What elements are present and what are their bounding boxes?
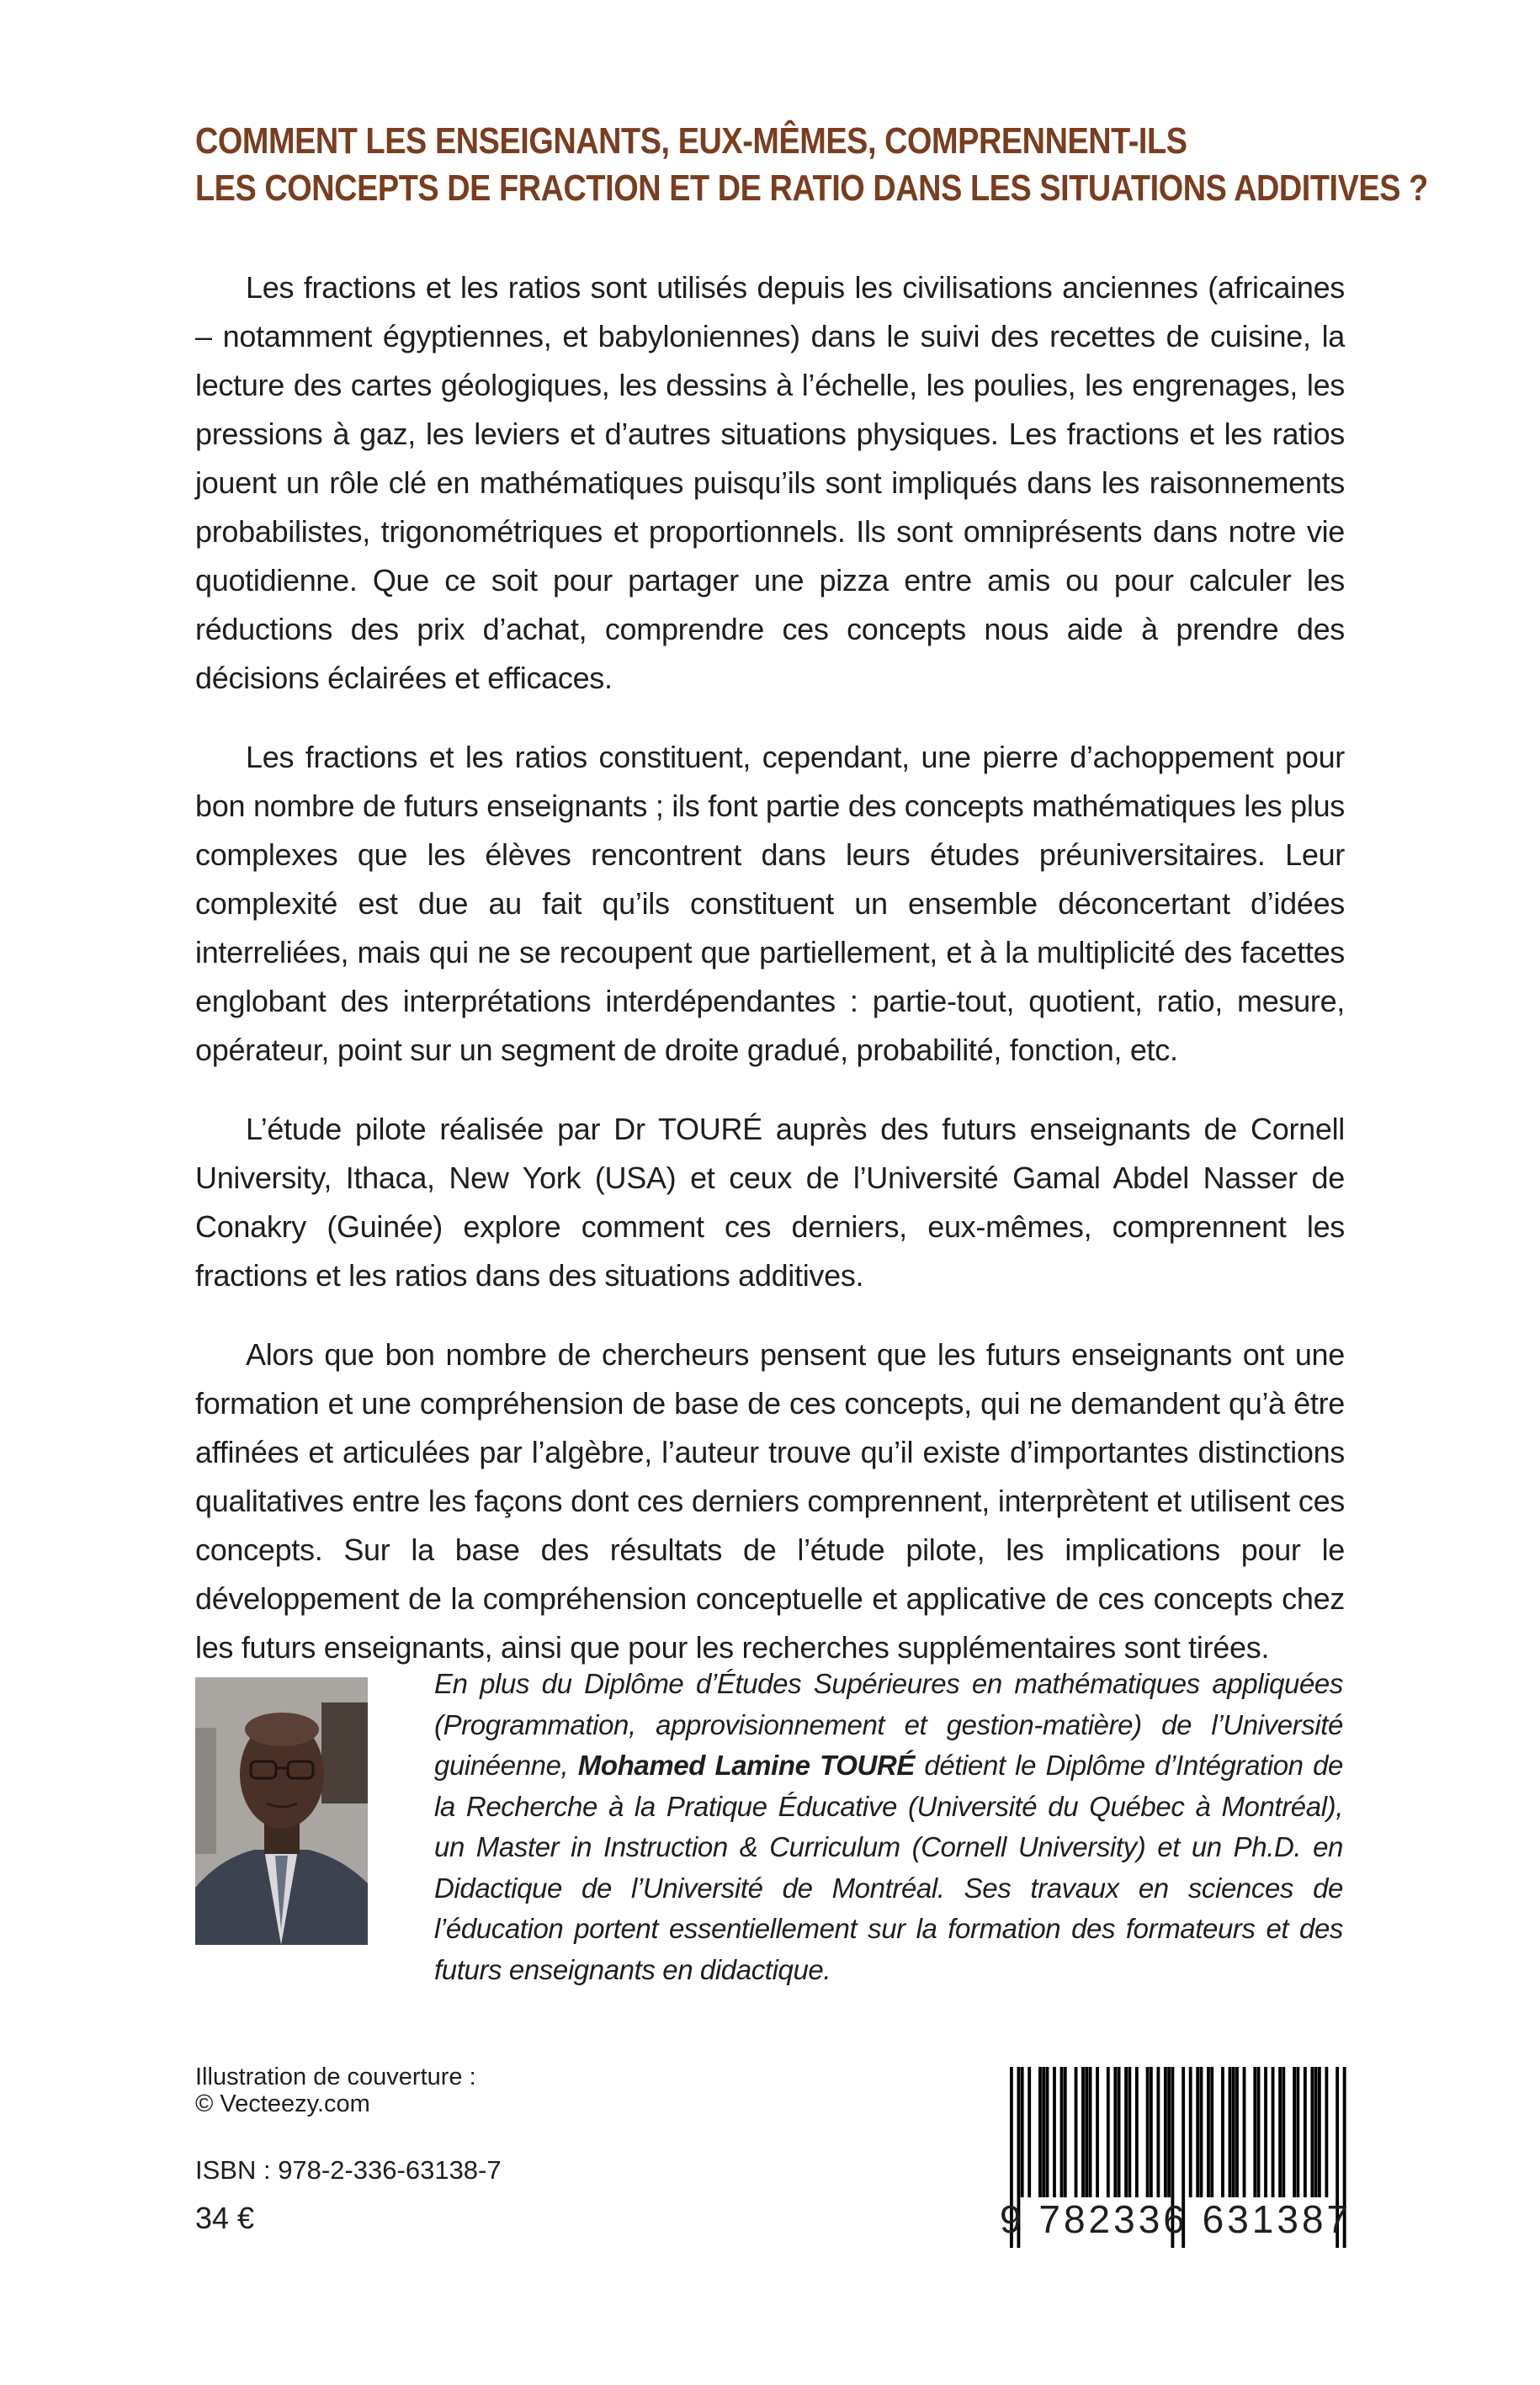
barcode-bar <box>1200 2067 1203 2197</box>
barcode-bar <box>1229 2067 1232 2197</box>
author-photo <box>195 1677 368 1945</box>
blurb-paragraph-3: L’étude pilote réalisée par Dr TOURÉ auprès des futurs enseignants de Cornell University, Ithaca, New York (USA) et ceux de l’Université Gamal Abdel Nasser de Conakry (Guinée) explore comment ces derniers, eux-mêmes, comprennent les fractions et les ratios dans des situations additives. <box>195 1112 1345 1293</box>
barcode-bar <box>1189 2067 1192 2197</box>
barcode-digits: 9 782336 631387 <box>1000 2197 1352 2241</box>
barcode-bar <box>1021 2067 1024 2197</box>
heading-line-2: LES CONCEPTS DE FRACTION ET DE RATIO DANS LES SITUATIONS ADDITIVES ? <box>195 167 1428 209</box>
barcode-bar <box>1264 2067 1267 2197</box>
barcode-bar <box>1146 2067 1150 2197</box>
barcode-bar <box>1167 2067 1171 2197</box>
barcode-bar <box>1060 2067 1064 2197</box>
cover-credits <box>195 2064 616 2117</box>
barcode-bar <box>1278 2067 1282 2197</box>
author-bio <box>434 1664 1343 1990</box>
barcode-bar <box>1282 2067 1285 2197</box>
barcode-bar <box>1232 2067 1235 2197</box>
author-bio-details: détient le Diplôme d’Intégration de la Recherche à la Pratique Éducative (Université du Québec à Montréal), un Master in Instruction & Curriculum (Cornell University) et un Ph.D. en Didactique de l’Université de Montréal. Ses travaux en sciences de l’éducation portent essentiellement sur la formation des formateurs et des futurs enseignants en didactique. <box>434 1750 1344 1985</box>
barcode-bar <box>1150 2067 1153 2197</box>
barcode-bar <box>1272 2067 1275 2197</box>
barcode-bar <box>1038 2067 1042 2197</box>
barcode-bar <box>1164 2067 1167 2197</box>
barcode-bar <box>1314 2067 1318 2197</box>
barcode-bar <box>1325 2067 1328 2197</box>
barcode-bar <box>1296 2067 1299 2197</box>
blurb-paragraph-4: Alors que bon nombre de chercheurs pensent que les futurs enseignants ont une formation et une compréhension de base de ces concepts, qui ne demandent qu’à être affinées et articulées par l’algèbre, l’auteur trouve qu’il existe d’importantes distinctions qualitatives entre les façons dont ces derniers comprennent, interprètent et utilisent ces concepts. Sur la base des résultats de l’étude pilote, les implications pour le développement de la compréhension conceptuelle et applicative de ces concepts chez les futurs enseignants, ainsi que pour les recherches supplémentaires sont tirées. <box>195 1337 1345 1665</box>
barcode-bar <box>1089 2067 1092 2197</box>
barcode-bar <box>1235 2067 1239 2197</box>
barcode-bar <box>1257 2067 1261 2197</box>
author-portrait-image <box>195 1677 368 1945</box>
barcode-bar <box>1085 2067 1088 2197</box>
barcode-bar <box>1210 2067 1213 2197</box>
isbn: ISBN : 978-2-336-63138-7 <box>195 2155 502 2185</box>
barcode-bar <box>1196 2067 1199 2197</box>
barcode-bar <box>1075 2067 1078 2197</box>
blurb-paragraph-1: Les fractions et les ratios sont utilisés depuis les civilisations anciennes (africaines – notamment égyptiennes, et babyloniennes) dans le suivi des recettes de cuisine, la lecture des cartes géologiques, les dessins à l’échelle, les poulies, les engrenages, les pressions à gaz, les leviers et d’autres situations physiques. Les fractions et les ratios jouent un rôle clé en mathématiques puisqu’ils sont impliqués dans les raisonnements probabilistes, trigonométriques et proportionnels. Ils sont omniprésents dans notre vie quotidienne. Que ce soit pour partager une pizza entre amis ou pour calculer les réductions des prix d’achat, comprendre ces concepts nous aide à prendre des décisions éclairées et efficaces. <box>195 270 1345 695</box>
barcode-bar <box>1124 2067 1128 2197</box>
barcode-bar <box>1293 2067 1296 2197</box>
price: 34 € <box>195 2201 255 2235</box>
credits-line-2: © Vecteezy.com <box>195 2090 370 2117</box>
blurb-paragraph-2: Les fractions et les ratios constituent, cependant, une pierre d’achoppement pour bon nombre de futurs enseignants ; ils font partie des concepts mathématiques les plus complexes que les élèves rencontrent dans leurs études préuniversitaires. Leur complexité est due au fait qu’ils constituent un ensemble déconcertant d’idées interreliées, mais qui ne se recoupent que partiellement, et à la multiplicité des facettes englobant des interprétations interdépendantes : partie-tout, quotient, ratio, mesure, opérateur, point sur un segment de droite gradué, probabilité, fonction, etc. <box>195 740 1345 1067</box>
barcode-bar <box>1221 2067 1224 2197</box>
barcode-bar <box>1064 2067 1067 2197</box>
barcode-bar <box>1318 2067 1321 2197</box>
barcode-bar <box>1135 2067 1139 2197</box>
author-bio-intro: En plus du Diplôme d’Études Supérieures en mathématiques appliquées (Programmation, approvisionnement et gestion-matière) de l’Université guinéenne, <box>434 1668 1343 1781</box>
barcode-bar <box>1096 2067 1099 2197</box>
barcode-bar <box>1243 2067 1246 2197</box>
barcode-bar <box>1128 2067 1131 2197</box>
barcode-bar <box>1304 2067 1307 2197</box>
barcode-bar <box>1207 2067 1210 2197</box>
credits-line-1: Illustration de couverture : <box>195 2064 476 2090</box>
barcode-bar <box>1118 2067 1121 2197</box>
barcode-bar <box>1046 2067 1049 2197</box>
cover-heading <box>195 118 1428 212</box>
author-name: Mohamed Lamine TOURÉ <box>577 1750 915 1781</box>
barcode-bar <box>1081 2067 1085 2197</box>
heading-line-1: COMMENT LES ENSEIGNANTS, EUX-MÊMES, COMPRENNENT-ILS <box>195 120 1187 162</box>
barcode-bar <box>1113 2067 1117 2197</box>
barcode-bar <box>1253 2067 1256 2197</box>
blurb <box>195 263 1345 1702</box>
barcode-bar <box>1310 2067 1314 2197</box>
barcode-bar <box>1042 2067 1045 2197</box>
barcode-bar <box>1028 2067 1031 2197</box>
barcode-bar <box>1053 2067 1056 2197</box>
barcode-bar <box>1156 2067 1160 2197</box>
barcode-bar <box>1107 2067 1110 2197</box>
